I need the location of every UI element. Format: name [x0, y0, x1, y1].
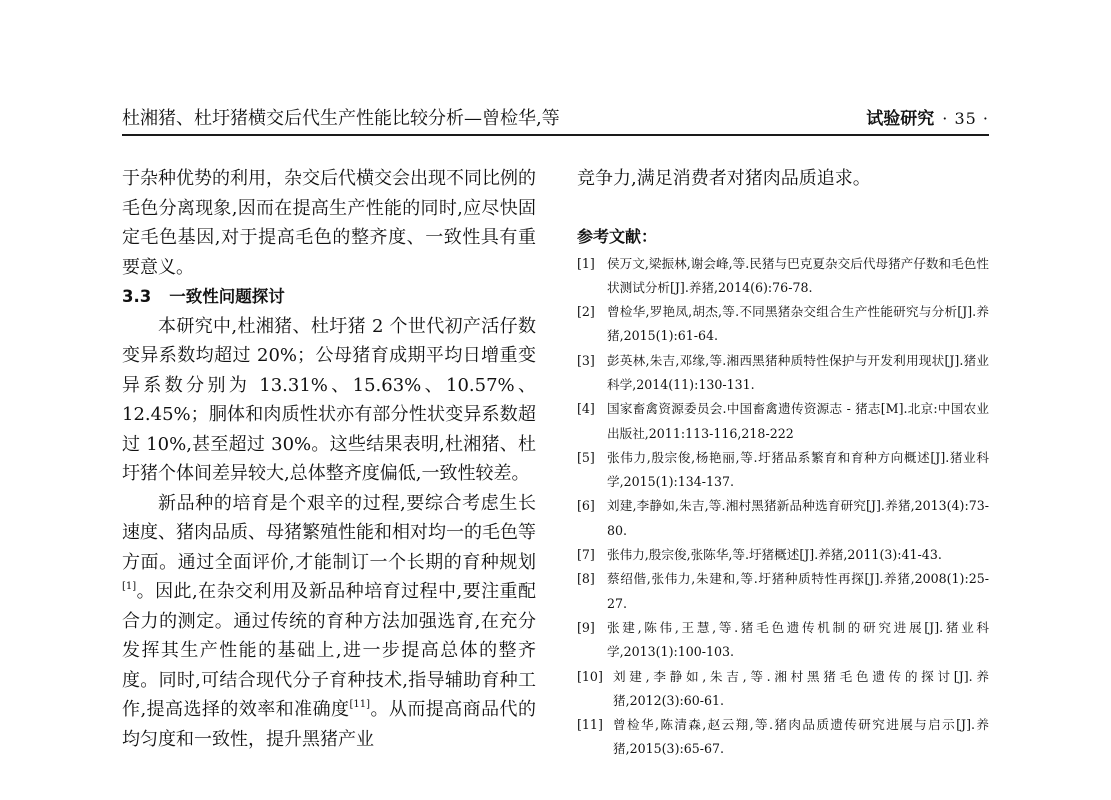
- reference-number: [10]: [577, 668, 603, 684]
- reference-number: [1]: [577, 255, 595, 271]
- reference-text: 蔡绍偕,张伟力,朱建和,等.圩猪种质特性再探[J].养猪,2008(1):25-27.: [607, 571, 989, 611]
- reference-text: 刘建,李静如,朱吉,等.湘村黑猪毛色遗传的探讨[J].养猪,2012(3):60-61.: [613, 668, 989, 708]
- reference-number: [5]: [577, 449, 595, 465]
- reference-text: 国家畜禽资源委员会.中国畜禽遗传资源志 - 猪志[M].北京:中国农业出版社,2011:113-116,218-222: [607, 401, 989, 441]
- paragraph-breeding-part-a: 新品种的培育是个艰辛的过程,要综合考虑生长速度、猪肉品质、母猪繁殖性能和相对均一的毛色等方面。通过全面评价,才能制订一个长期的育种规划: [122, 492, 536, 573]
- header-right: [866, 106, 989, 132]
- section-heading: [122, 282, 536, 312]
- reference-number: [11]: [577, 717, 603, 733]
- reference-item: [577, 543, 989, 567]
- reference-text: 张建,陈伟,王慧,等.猪毛色遗传机制的研究进展[J].猪业科学,2013(1):100-103.: [607, 619, 989, 660]
- reference-number: [7]: [577, 547, 595, 563]
- reference-item: [577, 446, 989, 495]
- paragraph-continuation: 于杂种优势的利用，杂交后代横交会出现不同比例的毛色分离现象,因而在提高生产性能的同时,应尽快固定毛色基因,对于提高毛色的整齐度、一致性具有重要意义。: [122, 168, 536, 278]
- reference-item: [577, 252, 989, 301]
- paragraph-breeding-part-b: 。因此,在杂交利用及新品种培育过程中,要注重配合力的测定。通过传统的育种方法加强选育,在充分发挥其生产性能的基础上,进一步提高总体的整齐度。同时,可结合现代分子育种技术,指导辅助育种工作,提高选择的效率和准确度: [122, 581, 536, 720]
- reference-number: [6]: [577, 498, 595, 514]
- reference-text: 彭英林,朱吉,邓缘,等.湘西黑猪种质特性保护与开发利用现状[J].猪业科学,2014(11):130-131.: [607, 352, 989, 392]
- reference-list: [577, 252, 989, 762]
- reference-number: [9]: [577, 619, 595, 635]
- citation-1: [1]: [122, 581, 137, 592]
- reference-number: [2]: [577, 304, 595, 320]
- paragraph-study-results: 本研究中,杜湘猪、杜圩猪 2 个世代初产活仔数变异系数均超过 20%；公母猪育成期平均日增重变异系数分别为 13.31%、15.63%、10.57%、12.45%；胴体和肉质性状亦有部分性状变异系数超过 10%,甚至超过 30%。这些结果表明,杜湘猪、杜圩猪个体间差异较大,总体整齐度偏低,一致性较差。: [122, 315, 536, 484]
- reference-item: [577, 713, 989, 762]
- reference-text: 曾检华,罗艳凤,胡杰,等.不同黑猪杂交组合生产性能研究与分析[J].养猪,2015(1):61-64.: [607, 304, 989, 344]
- section-number: 3.3: [122, 287, 152, 306]
- section-title: 一致性问题探讨: [169, 287, 285, 306]
- reference-number: [3]: [577, 352, 595, 368]
- running-header: [122, 106, 989, 136]
- right-column: [577, 164, 989, 762]
- reference-text: 曾检华,陈清森,赵云翔,等.猪肉品质遗传研究进展与启示[J].养猪,2015(3):65-67.: [613, 717, 989, 757]
- reference-item: [577, 300, 989, 349]
- reference-text: 刘建,李静如,朱吉,等.湘村黑猪新品种选育研究[J].养猪,2013(4):73-80.: [607, 498, 989, 538]
- reference-number: [8]: [577, 571, 595, 587]
- page-number: · 35 ·: [942, 109, 989, 128]
- reference-item: [577, 665, 989, 714]
- running-title: 杜湘猪、杜圩猪横交后代生产性能比较分析—曾检华,等: [122, 108, 560, 129]
- reference-text: 侯万文,梁振林,谢会峰,等.民猪与巴克夏杂交后代母猪产仔数和毛色性状测试分析[J].养猪,2014(6):76-78.: [607, 255, 989, 295]
- reference-item: [577, 616, 989, 665]
- reference-item: [577, 567, 989, 616]
- reference-text: 张伟力,殷宗俊,张陈华,等.圩猪概述[J].养猪,2011(3):41-43.: [607, 547, 942, 563]
- left-column: [122, 164, 536, 754]
- reference-item: [577, 494, 989, 543]
- reference-text: 张伟力,殷宗俊,杨艳丽,等.圩猪品系繁育和育种方向概述[J].猪业科学,2015(1):134-137.: [607, 449, 989, 490]
- reference-item: [577, 397, 989, 446]
- references-heading: 参考文献：: [577, 226, 658, 246]
- reference-item: [577, 349, 989, 398]
- paragraph-breeding-part-c: 。从而提高商品代的均匀度和一致性，提升黑猪产业: [122, 699, 536, 750]
- citation-11: [11]: [349, 699, 371, 710]
- paragraph-breeding: [122, 489, 536, 755]
- section-name: 试验研究: [866, 109, 935, 129]
- paragraph-conclusion: 竞争力,满足消费者对猪肉品质追求。: [577, 168, 871, 189]
- reference-number: [4]: [577, 401, 595, 417]
